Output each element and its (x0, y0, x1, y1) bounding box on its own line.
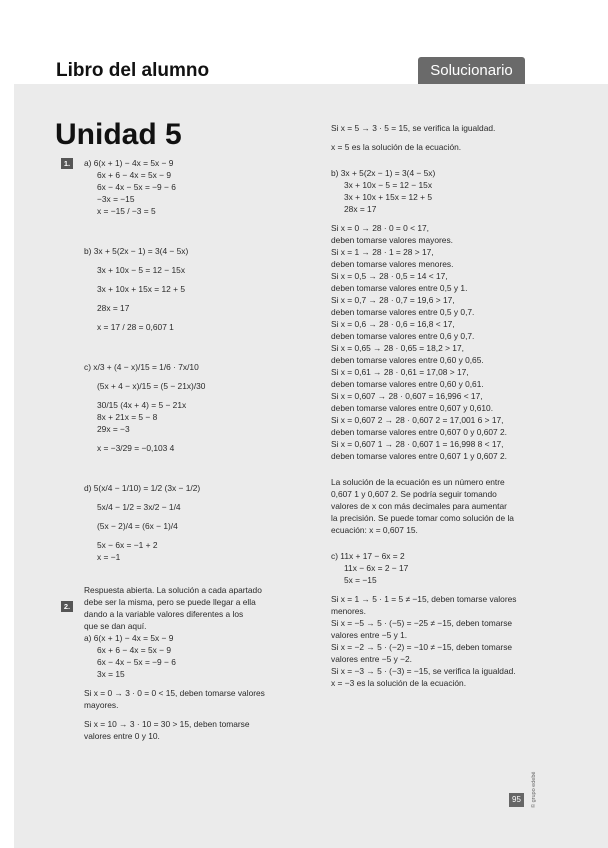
text-line: x = 17 / 28 = 0,607 1 (97, 322, 174, 332)
unit-title: Unidad 5 (55, 118, 182, 151)
text-line: Si x = 0,61 → 28 · 0,61 = 17,08 > 17, (331, 367, 469, 377)
text-line: x = 5 es la solución de la ecuación. (331, 142, 462, 152)
text-line: Si x = 0,7 → 28 · 0,7 = 19,6 > 17, (331, 295, 455, 305)
text-line: Respuesta abierta. La solución a cada apartado (84, 585, 262, 595)
text-line: (5x − 2)/4 = (6x − 1)/4 (97, 521, 178, 531)
text-line: 6x + 6 − 4x = 5x − 9 (97, 170, 172, 180)
text-line: 3x + 10x + 15x = 12 + 5 (97, 284, 186, 294)
text-line: deben tomarse valores menores. (331, 259, 454, 269)
text-line: Si x = 1 → 5 · 1 = 5 ≠ −15, deben tomarse valores (331, 594, 517, 604)
text-line: Si x = −5 → 5 · (−5) = −25 ≠ −15, deben tomarse (331, 618, 513, 628)
page-number: 95 (509, 793, 524, 807)
text-line: Si x = 0,5 → 28 · 0,5 = 14 < 17, (331, 271, 448, 281)
text-line: b) 3x + 5(2x − 1) = 3(4 − 5x) (331, 168, 436, 178)
text-line: x = −3/29 = −0,103 4 (97, 443, 175, 453)
text-line: deben tomarse valores entre 0,607 0 y 0,607 2. (331, 427, 507, 437)
copyright: © grupo edebé (531, 771, 537, 808)
text-line: 29x = −3 (97, 424, 130, 434)
text-line: deben tomarse valores entre 0,6 y 0,7. (331, 331, 475, 341)
text-line: 28x = 17 (97, 303, 130, 313)
text-line: ecuación: x = 0,607 15. (331, 525, 418, 535)
text-line: Si x = 5 → 3 · 5 = 15, se verifica la igualdad. (331, 123, 496, 133)
text-line: deben tomarse valores entre 0,60 y 0,65. (331, 355, 484, 365)
text-line: valores entre 0 y 10. (84, 731, 160, 741)
text-line: deben tomarse valores entre 0,60 y 0,61. (331, 379, 484, 389)
text-line: deben tomarse valores entre 0,607 y 0,610. (331, 403, 494, 413)
text-line: 3x = 15 (97, 669, 125, 679)
text-line: 8x + 21x = 5 − 8 (97, 412, 158, 422)
text-line: debe ser la misma, pero se puede llegar a ella (84, 597, 256, 607)
text-line: d) 5(x/4 − 1/10) = 1/2 (3x − 1/2) (84, 483, 201, 493)
text-line: valores de x con más decimales para aumentar (331, 501, 507, 511)
right-column (331, 122, 531, 689)
text-line: 6x − 4x − 5x = −9 − 6 (97, 182, 176, 192)
header-title: Libro del alumno (56, 60, 210, 81)
text-line: 11x − 6x = 2 − 17 (344, 563, 409, 573)
text-line: 3x + 10x − 5 = 12 − 15x (344, 180, 433, 190)
text-line: 3x + 10x − 5 = 12 − 15x (97, 265, 186, 275)
text-line: Si x = −3 → 5 · (−3) = −15, se verifica la igualdad. (331, 666, 516, 676)
text-line: x = −3 es la solución de la ecuación. (331, 678, 467, 688)
text-line: 3x + 10x + 15x = 12 + 5 (344, 192, 433, 202)
text-line: dando a la variable valores diferentes a los (84, 609, 244, 619)
text-line: 6x + 6 − 4x = 5x − 9 (97, 645, 172, 655)
text-line: c) 11x + 17 − 6x = 2 (331, 551, 405, 561)
exercise-number-2: 2. (61, 601, 73, 612)
text-line: (5x + 4 − x)/15 = (5 − 21x)/30 (97, 381, 206, 391)
text-line: 6x − 4x − 5x = −9 − 6 (97, 657, 176, 667)
text-line: a) 6(x + 1) − 4x = 5x − 9 (84, 158, 174, 168)
text-line: mayores. (84, 700, 119, 710)
text-line: Si x = −2 → 5 · (−2) = −10 ≠ −15, deben tomarse (331, 642, 513, 652)
text-line: a) 6(x + 1) − 4x = 5x − 9 (84, 633, 174, 643)
text-line: La solución de la ecuación es un número entre (331, 477, 505, 487)
text-line: valores entre −5 y 1. (331, 630, 408, 640)
text-line: Si x = 10 → 3 · 10 = 30 > 15, deben tomarse (84, 719, 250, 729)
text-line: 5x = −15 (344, 575, 377, 585)
text-line: 30/15 (4x + 4) = 5 − 21x (97, 400, 187, 410)
text-line: Si x = 0 → 3 · 0 = 0 < 15, deben tomarse valores (84, 688, 265, 698)
text-line: deben tomarse valores mayores. (331, 235, 453, 245)
text-line: Si x = 0,607 2 → 28 · 0,607 2 = 17,001 6 > 17, (331, 415, 504, 425)
text-line: b) 3x + 5(2x − 1) = 3(4 − 5x) (84, 246, 189, 256)
left-column (84, 157, 304, 742)
text-line: valores entre −5 y −2. (331, 654, 413, 664)
text-line: 0,607 1 y 0,607 2. Se podría seguir tomando (331, 489, 497, 499)
text-line: Si x = 1 → 28 · 1 = 28 > 17, (331, 247, 434, 257)
text-line: 28x = 17 (344, 204, 377, 214)
text-line: x = −1 (97, 552, 121, 562)
text-line: que se dan aquí. (84, 621, 147, 631)
text-line: la precisión. Se puede tomar como solución de la (331, 513, 514, 523)
text-line: Si x = 0,65 → 28 · 0,65 = 18,2 > 17, (331, 343, 464, 353)
text-line: Si x = 0,607 1 → 28 · 0,607 1 = 16,998 8 < 17, (331, 439, 504, 449)
text-line: deben tomarse valores entre 0,607 1 y 0,607 2. (331, 451, 507, 461)
text-line: deben tomarse valores entre 0,5 y 0,7. (331, 307, 475, 317)
solucionario-tab[interactable]: Solucionario (418, 57, 525, 84)
text-line: Si x = 0,6 → 28 · 0,6 = 16,8 < 17, (331, 319, 455, 329)
text-line: Si x = 0 → 28 · 0 = 0 < 17, (331, 223, 429, 233)
text-line: −3x = −15 (97, 194, 135, 204)
text-line: 5x − 6x = −1 + 2 (97, 540, 158, 550)
text-line: c) x/3 + (4 − x)/15 = 1/6 · 7x/10 (84, 362, 199, 372)
exercise-number-1: 1. (61, 158, 73, 169)
text-line: deben tomarse valores entre 0,5 y 1. (331, 283, 468, 293)
text-line: x = −15 / −3 = 5 (97, 206, 156, 216)
text-line: 5x/4 − 1/2 = 3x/2 − 1/4 (97, 502, 181, 512)
text-line: menores. (331, 606, 366, 616)
text-line: Si x = 0,607 → 28 · 0,607 = 16,996 < 17, (331, 391, 483, 401)
